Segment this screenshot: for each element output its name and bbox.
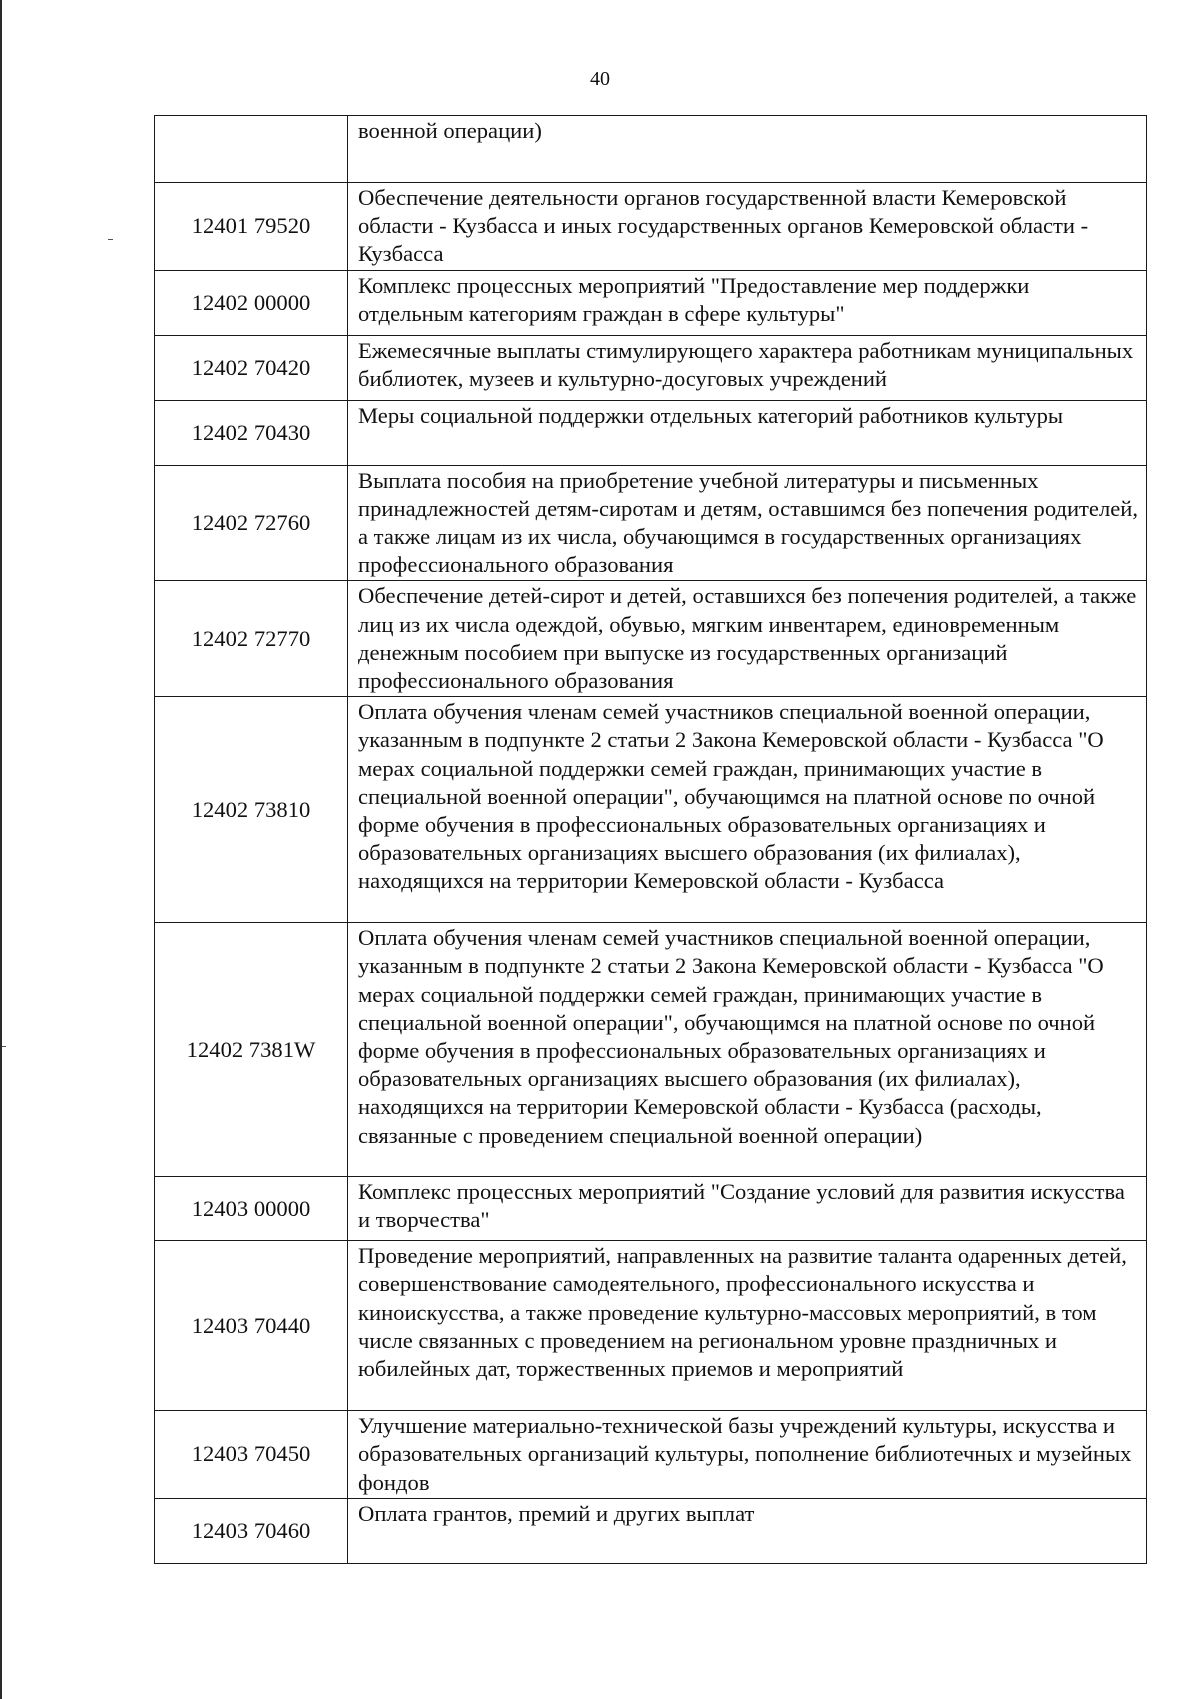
page-number: 40 <box>590 68 610 90</box>
budget-classification-table <box>154 115 1147 1564</box>
margin-mark <box>2 1046 6 1047</box>
table-row <box>155 923 1147 1177</box>
table-row <box>155 400 1147 465</box>
code-cell: 12403 70440 <box>155 1241 348 1411</box>
description-cell: Комплекс процессных мероприятий "Создание условий для развития искусства и творчества" <box>348 1177 1147 1241</box>
description-cell: Обеспечение деятельности органов государственной власти Кемеровской области - Кузбасса и иных государственных органов Кемеровской области - Кузбасса <box>348 183 1147 271</box>
code-cell: 12402 73810 <box>155 697 348 923</box>
table-row <box>155 1498 1147 1563</box>
description-cell: Ежемесячные выплаты стимулирующего характера работникам муниципальных библиотек, музеев и культурно-досуговых учреждений <box>348 335 1147 400</box>
code-cell: 12403 70460 <box>155 1498 348 1563</box>
table-row <box>155 335 1147 400</box>
table-row <box>155 1177 1147 1241</box>
code-cell <box>155 116 348 183</box>
code-cell: 12402 70430 <box>155 400 348 465</box>
table-row <box>155 116 1147 183</box>
description-cell: Обеспечение детей-сирот и детей, оставшихся без попечения родителей, а также лиц из их числа одеждой, обувью, мягким инвентарем, единовременным денежным пособием при выпуске из государственных организаций профессионального образования <box>348 581 1147 697</box>
margin-mark <box>108 239 113 240</box>
description-cell: Оплата обучения членам семей участников специальной военной операции, указанным в подпункте 2 статьи 2 Закона Кемеровской области - Кузбасса "О мерах социальной поддержки семей граждан, принимающих участие в специальной военной операции", обучающимся на платной основе по очной форме обучения в профессиональных образовательных организациях и образовательных организациях высшего образования (их филиалах), находящихся на территории Кемеровской области - Кузбасса <box>348 697 1147 923</box>
description-cell: Комплекс процессных мероприятий "Предоставление мер поддержки отдельным категориям граждан в сфере культуры" <box>348 270 1147 335</box>
table-row <box>155 1241 1147 1411</box>
description-cell: Меры социальной поддержки отдельных категорий работников культуры <box>348 400 1147 465</box>
table-row <box>155 270 1147 335</box>
code-cell: 12402 72770 <box>155 581 348 697</box>
table-row <box>155 1411 1147 1499</box>
code-cell: 12402 7381W <box>155 923 348 1177</box>
description-cell: Выплата пособия на приобретение учебной литературы и письменных принадлежностей детям-сиротам и детям, оставшимся без попечения родителей, а также лицам из их числа, обучающимся в государственных организациях профессионального образования <box>348 465 1147 581</box>
code-cell: 12403 00000 <box>155 1177 348 1241</box>
table-row <box>155 697 1147 923</box>
scan-edge-line <box>0 0 2 1699</box>
code-cell: 12402 00000 <box>155 270 348 335</box>
description-cell: военной операции) <box>348 116 1147 183</box>
table-row <box>155 183 1147 271</box>
code-cell: 12402 72760 <box>155 465 348 581</box>
code-cell: 12402 70420 <box>155 335 348 400</box>
table-row <box>155 581 1147 697</box>
description-cell: Оплата обучения членам семей участников специальной военной операции, указанным в подпункте 2 статьи 2 Закона Кемеровской области - Кузбасса "О мерах социальной поддержки семей граждан, принимающих участие в специальной военной операции", обучающимся на платной основе по очной форме обучения в профессиональных образовательных организациях и образовательных организациях высшего образования (их филиалах), находящихся на территории Кемеровской области - Кузбасса (расходы, связанные с проведением специальной военной операции) <box>348 923 1147 1177</box>
table-row <box>155 465 1147 581</box>
description-cell: Проведение мероприятий, направленных на развитие таланта одаренных детей, совершенствование самодеятельного, профессионального искусства и киноискусства, а также проведение культурно-массовых мероприятий, в том числе связанных с проведением на региональном уровне праздничных и юбилейных дат, торжественных приемов и мероприятий <box>348 1241 1147 1411</box>
description-cell: Улучшение материально-технической базы учреждений культуры, искусства и образовательных организаций культуры, пополнение библиотечных и музейных фондов <box>348 1411 1147 1499</box>
description-cell: Оплата грантов, премий и других выплат <box>348 1498 1147 1563</box>
code-cell: 12401 79520 <box>155 183 348 271</box>
code-cell: 12403 70450 <box>155 1411 348 1499</box>
